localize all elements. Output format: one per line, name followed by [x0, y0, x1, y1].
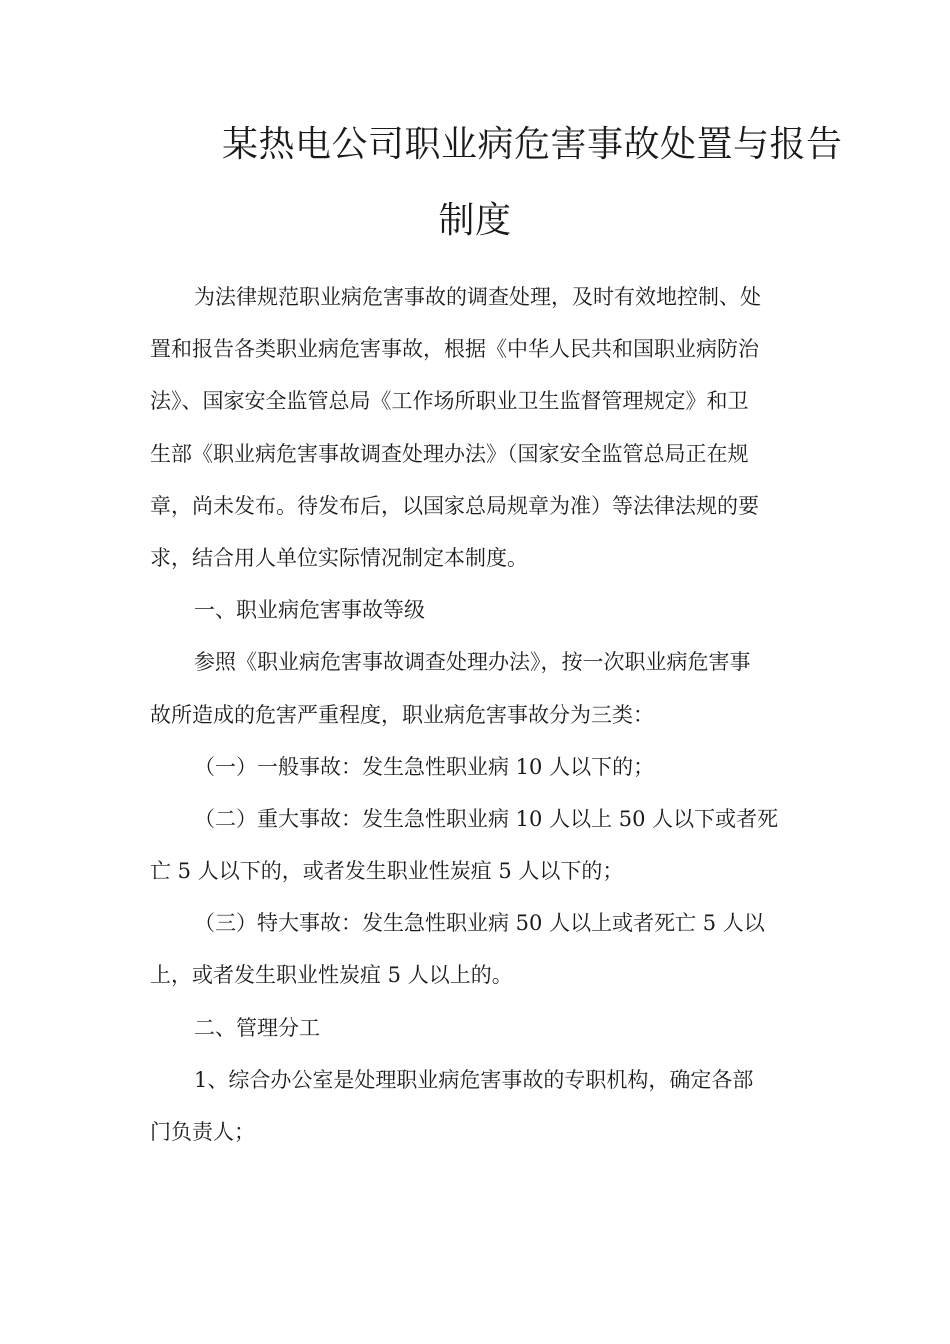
section-heading: 一、职业病危害事故等级 — [194, 598, 425, 623]
body-line: 为法律规范职业病危害事故的调查处理，及时有效地控制、处 — [194, 285, 761, 309]
list-item-continuation: 门负责人； — [150, 1120, 255, 1144]
document-body — [150, 271, 800, 1158]
section-heading: 二、管理分工 — [194, 1015, 320, 1040]
list-item: 1、综合办公室是处理职业病危害事故的专职机构，确定各部 — [194, 1067, 754, 1092]
document-title-line-1: 某热电公司职业病危害事故处置与报告 — [222, 124, 843, 165]
list-item: （三）特大事故：发生急性职业病 50 人以上或者死亡 5 人以 — [194, 911, 765, 936]
body-line: 法》、国家安全监管总局《工作场所职业卫生监督管理规定》和卫 — [150, 389, 749, 414]
document-title-line-2: 制度 — [438, 200, 512, 241]
list-item-continuation: 亡 5 人以下的，或者发生职业性炭疽 5 人以下的； — [150, 859, 624, 884]
body-line: 章，尚未发布。待发布后，以国家总局规章为准）等法律法规的要 — [150, 493, 759, 518]
list-item: （一）一般事故：发生急性职业病 10 人以下的； — [194, 754, 655, 779]
body-line: 故所造成的危害严重程度，职业病危害事故分为三类： — [150, 702, 654, 727]
list-item: （二）重大事故：发生急性职业病 10 人以上 50 人以下或者死 — [194, 806, 779, 831]
list-item-continuation: 上，或者发生职业性炭疽 5 人以上的。 — [150, 963, 513, 988]
body-line: 参照《职业病危害事故调查处理办法》，按一次职业病危害事 — [194, 650, 751, 675]
body-line: 置和报告各类职业病危害事故，根据《中华人民共和国职业病防治 — [150, 337, 759, 362]
body-line: 求，结合用人单位实际情况制定本制度。 — [150, 545, 528, 570]
body-line: 生部《职业病危害事故调查处理办法》（国家安全监管总局正在规 — [150, 441, 749, 466]
